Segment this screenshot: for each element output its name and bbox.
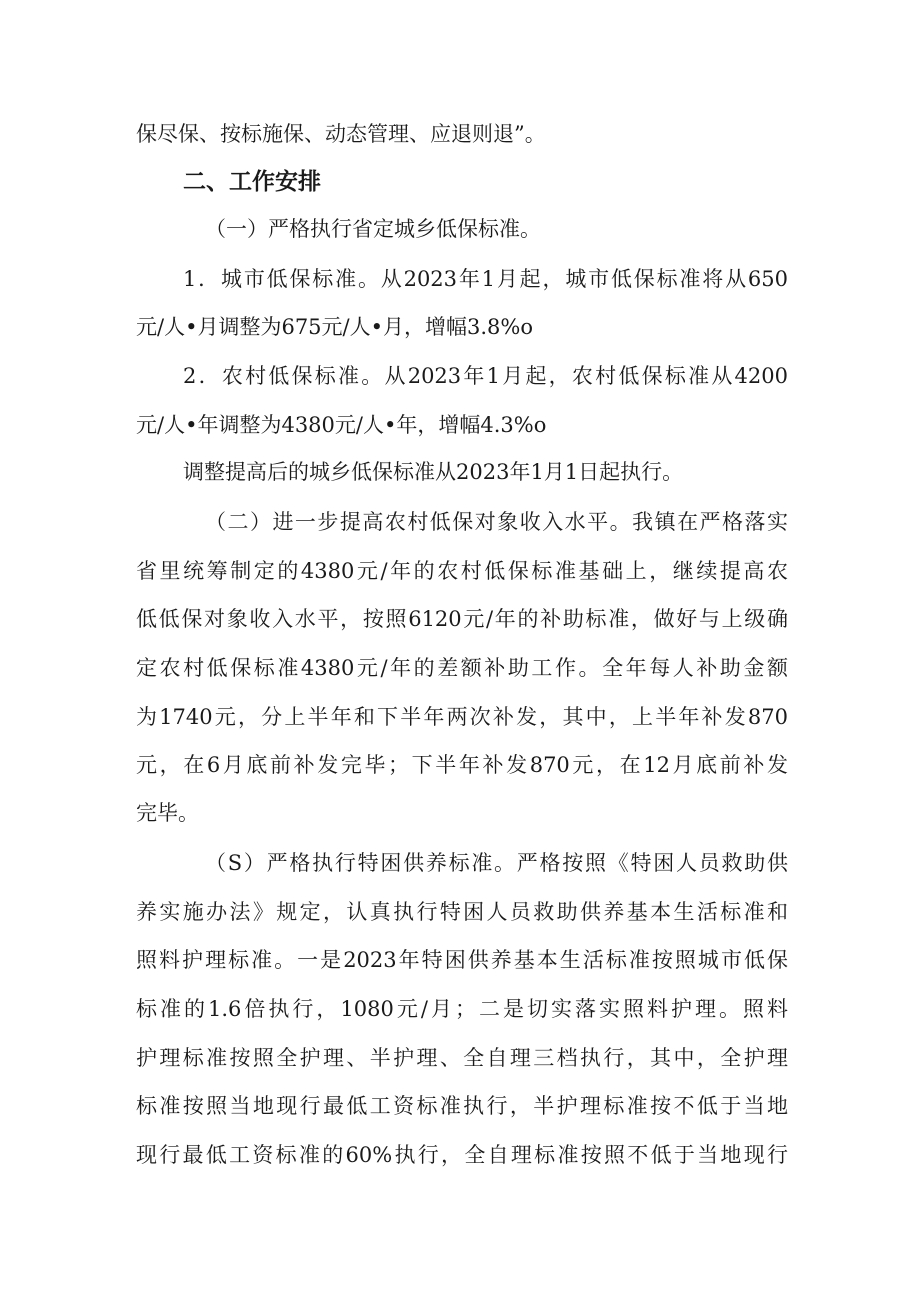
paragraph-line: 现行最低工资标准的60%执行，全自理标准按照不低于当地现行 (136, 1143, 788, 1167)
paragraph-line: 定农村低保标准4380元/年的差额补助工作。全年每人补助金额 (136, 656, 788, 680)
paragraph-line: 完毕。 (136, 801, 199, 825)
paragraph-line: （S）严格执行特困供养标准。严格按照《特困人员救助供 (205, 851, 788, 875)
paragraph-line: 2．农村低保标准。从2023年1月起，农村低保标准从4200 (183, 364, 788, 388)
paragraph-line: 标准按照当地现行最低工资标准执行，半护理标准按不低于当地 (136, 1094, 788, 1118)
subsection-title: （一）严格执行省定城乡低保标准。 (205, 217, 541, 241)
paragraph-line: 护理标准按照全护理、半护理、全自理三档执行，其中，全护理 (136, 1046, 788, 1070)
paragraph-line: 元/人•月调整为675元/人•月，增幅3.8%o (136, 315, 533, 339)
paragraph-line: 元/人•年调整为4380元/人•年，增幅4.3%o (136, 413, 547, 437)
paragraph-line: 1．城市低保标准。从2023年1月起，城市低保标准将从650 (183, 267, 788, 291)
paragraph-line: 为1740元，分上半年和下半年两次补发，其中，上半年补发870 (136, 705, 788, 729)
paragraph-line: 养实施办法》规定，认真执行特困人员救助供养基本生活标准和 (136, 900, 788, 924)
paragraph-line: （二）进一步提高农村低保对象收入水平。我镇在严格落实 (205, 510, 788, 534)
section-heading: 二、工作安排 (183, 169, 321, 195)
paragraph-line: 元，在6月底前补发完毕；下半年补发870元，在12月底前补发 (136, 753, 788, 777)
paragraph-line: 保尽保、按标施保、动态管理、应退则退”。 (136, 122, 546, 146)
paragraph-line: 省里统筹制定的4380元/年的农村低保标准基础上，继续提高农 (136, 559, 788, 583)
paragraph-line: 调整提高后的城乡低保标准从2023年1月1日起执行。 (183, 460, 684, 484)
paragraph-line: 照料护理标准。一是2023年特困供养基本生活标准按照城市低保 (136, 948, 788, 972)
paragraph-line: 低低保对象收入水平，按照6120元/年的补助标准，做好与上级确 (136, 607, 788, 631)
paragraph-line: 标准的1.6倍执行，1080元/月；二是切实落实照料护理。照料 (136, 997, 788, 1021)
